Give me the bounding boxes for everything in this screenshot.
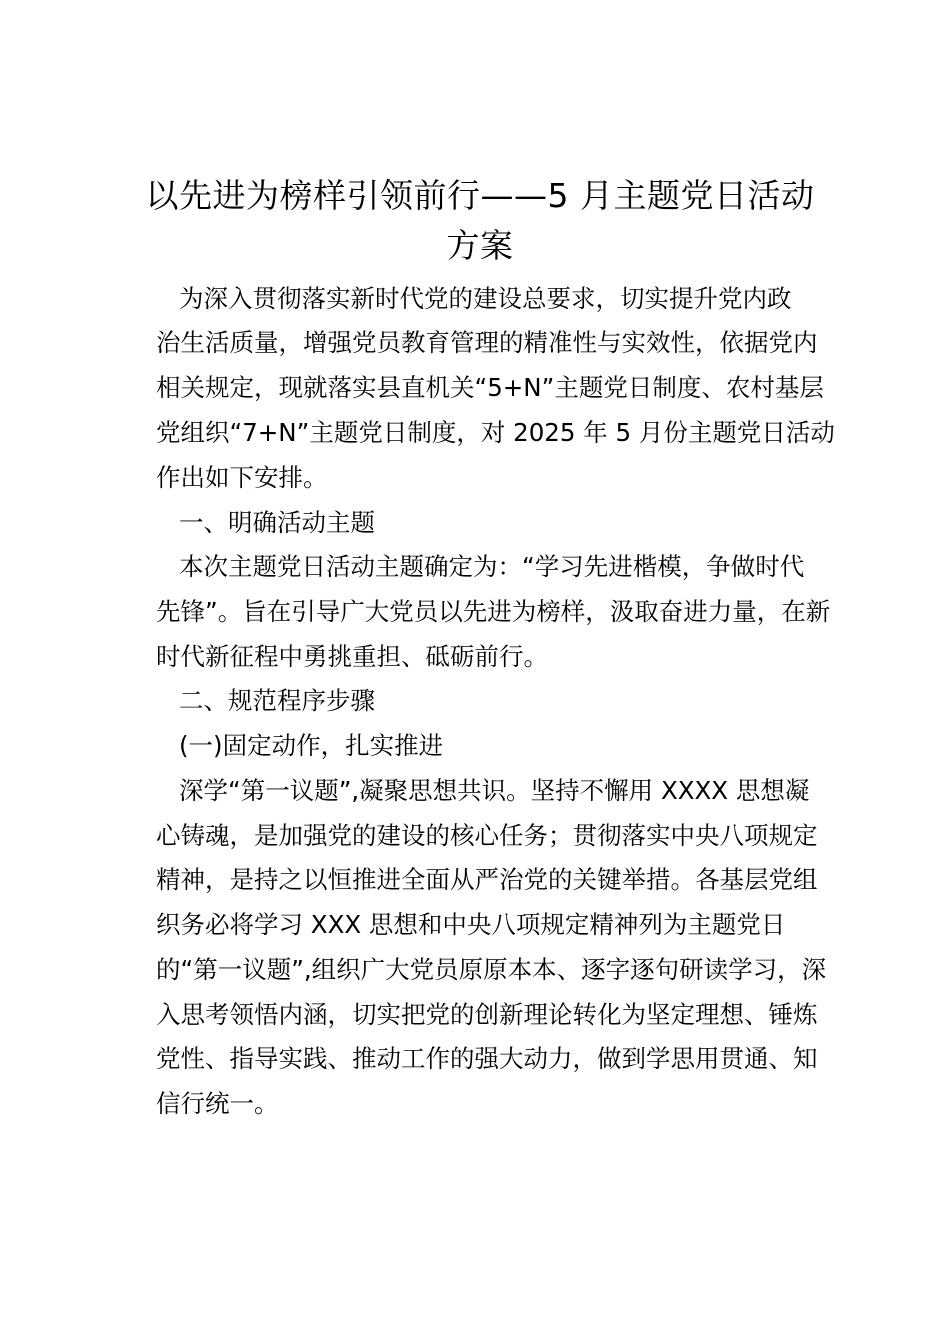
section-1-line-3: 时代新征程中勇挑重担、砥砺前行。: [156, 642, 548, 671]
section-1-heading: 一、明确活动主题: [179, 508, 375, 537]
section-2-heading: 二、规范程序步骤: [179, 686, 375, 715]
section-2-line-7: 党性、指导实践、推动工作的强大动力，做到学思用贯通、知: [156, 1044, 818, 1073]
document-title-line-2: 方案: [446, 226, 514, 265]
intro-line-5: 作出如下安排。: [156, 463, 328, 492]
intro-line-1: 为深入贯彻落实新时代党的建设总要求，切实提升党内政: [179, 284, 792, 313]
section-2-line-6: 入思考领悟内涵，切实把党的创新理论转化为坚定理想、锤炼: [156, 1000, 818, 1029]
section-2-subheading: (一)固定动作，扎实推进: [179, 731, 444, 760]
section-2-line-5: 的“第一议题”,组织广大党员原原本本、逐字逐句研读学习，深: [156, 955, 827, 984]
document-title-line-1: 以先进为榜样引领前行——5 月主题党日活动: [145, 176, 815, 215]
intro-line-3: 相关规定，现就落实县直机关“5+N”主题党日制度、农村基层: [156, 373, 824, 402]
section-2-line-4: 织务必将学习 XXX 思想和中央八项规定精神列为主题党日: [156, 910, 786, 939]
section-2-line-3: 精神，是持之以恒推进全面从严治党的关键举措。各基层党组: [156, 865, 818, 894]
section-2-line-8: 信行统一。: [156, 1089, 279, 1118]
intro-line-4: 党组织“7+N”主题党日制度，对 2025 年 5 月份主题党日活动: [156, 418, 835, 447]
section-2-line-2: 心铸魂，是加强党的建设的核心任务；贯彻落实中央八项规定: [156, 821, 818, 850]
section-1-line-2: 先锋”。旨在引导广大党员以先进为榜样，汲取奋进力量，在新: [156, 597, 831, 626]
section-1-line-1: 本次主题党日活动主题确定为：“学习先进楷模，争做时代: [179, 552, 805, 581]
intro-line-2: 治生活质量，增强党员教育管理的精准性与实效性，依据党内: [156, 328, 818, 357]
section-2-line-1: 深学“第一议题”,凝聚思想共识。坚持不懈用 XXXX 思想凝: [179, 776, 810, 805]
